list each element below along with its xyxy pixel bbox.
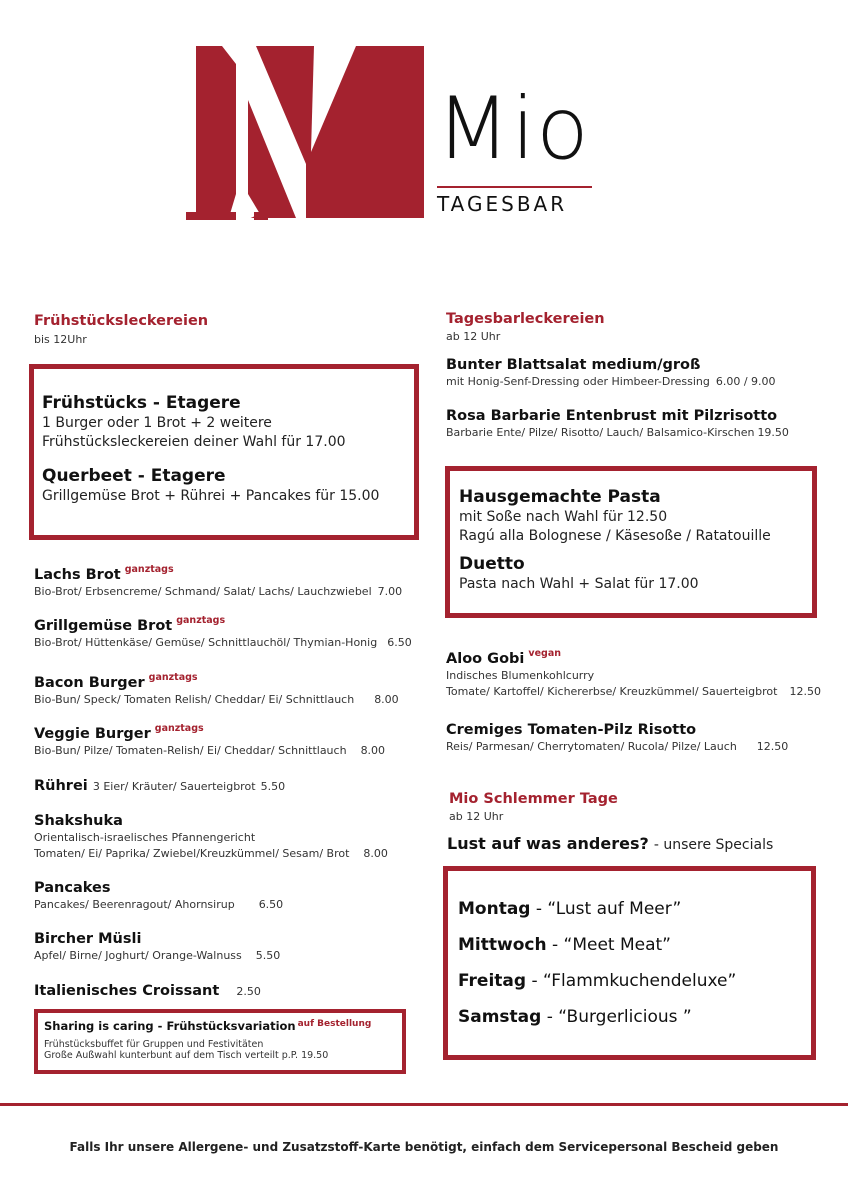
item-desc: Apfel/ Birne/ Joghurt/ Orange-Walnuss bbox=[34, 949, 242, 963]
sharing-title: Sharing is caring - Frühstücksvariation bbox=[44, 1019, 296, 1033]
etagere-title-1: Frühstücks - Etagere bbox=[42, 393, 241, 413]
menu-item bbox=[34, 564, 402, 600]
menu-item bbox=[34, 615, 412, 651]
sharing-tag: auf Bestellung bbox=[297, 1019, 372, 1029]
etagere-line-3: Grillgemüse Brot + Rührei + Pancakes für 15.00 bbox=[42, 488, 380, 505]
specials-box bbox=[443, 866, 816, 1060]
logo-wordmark: Mio bbox=[436, 79, 590, 179]
schlemmer-subtitle: ab 12 Uhr bbox=[449, 810, 504, 823]
item-name: Grillgemüse Brot bbox=[34, 618, 173, 634]
item-name: Rosa Barbarie Entenbrust mit Pilzrisotto bbox=[446, 408, 778, 424]
item-desc: Pancakes/ Beerenragout/ Ahornsirup bbox=[34, 898, 235, 912]
menu-item bbox=[446, 722, 788, 755]
special-day-theme: - “Meet Meat” bbox=[551, 935, 671, 955]
specials-headline-suffix: - unsere Specials bbox=[653, 837, 774, 853]
special-day-name: Mittwoch bbox=[458, 935, 547, 955]
pasta-title: Hausgemachte Pasta bbox=[459, 487, 661, 507]
item-desc: mit Honig-Senf-Dressing oder Himbeer-Dressing bbox=[446, 375, 710, 389]
item-name: Shakshuka bbox=[34, 813, 123, 829]
logo-m-icon bbox=[186, 44, 424, 220]
sharing-price: p.P. 19.50 bbox=[281, 1050, 329, 1061]
footer-divider bbox=[0, 1103, 848, 1106]
item-desc: Tomaten/ Ei/ Paprika/ Zwiebel/Kreuzkümmel/ Sesam/ Brot bbox=[34, 846, 350, 860]
sharing-line-1: Frühstücksbuffet für Gruppen und Festivitäten bbox=[44, 1039, 264, 1050]
item-desc: Barbarie Ente/ Pilze/ Risotto/ Lauch/ Balsamico-Kirschen bbox=[446, 426, 755, 440]
item-price: 8.00 bbox=[363, 846, 388, 860]
item-name: Bunter Blattsalat medium/groß bbox=[446, 357, 701, 373]
menu-item bbox=[446, 357, 776, 390]
right-section-subtitle: ab 12 Uhr bbox=[446, 330, 501, 343]
item-name: Cremiges Tomaten-Pilz Risotto bbox=[446, 722, 697, 738]
item-name: Bacon Burger bbox=[34, 675, 145, 691]
item-name: Lachs Brot bbox=[34, 567, 121, 583]
item-name: Italienisches Croissant bbox=[34, 983, 220, 999]
item-desc: Bio-Bun/ Speck/ Tomaten Relish/ Cheddar/ Ei/ Schnittlauch bbox=[34, 693, 355, 707]
logo-divider bbox=[437, 186, 592, 188]
pasta-line-1: mit Soße nach Wahl für 12.50 bbox=[459, 509, 668, 526]
sharing-line-2: Große Außwahl kunterbunt auf dem Tisch verteilt bbox=[44, 1050, 279, 1061]
menu-item bbox=[34, 813, 388, 861]
special-day bbox=[458, 937, 811, 954]
item-price: 2.50 bbox=[236, 985, 261, 998]
menu-item bbox=[34, 778, 285, 795]
item-price: 8.00 bbox=[374, 693, 399, 707]
menu-item bbox=[34, 931, 280, 964]
etagere-box bbox=[29, 364, 419, 540]
special-day-theme: - “Lust auf Meer” bbox=[535, 899, 682, 919]
sharing-box bbox=[34, 1009, 406, 1074]
left-section-title: Frühstücksleckereien bbox=[34, 313, 209, 329]
item-price: 19.50 bbox=[757, 426, 789, 440]
item-price: 6.00 / 9.00 bbox=[715, 375, 776, 389]
special-day-name: Samstag bbox=[458, 1007, 542, 1027]
special-day-theme: - “Flammkuchendeluxe” bbox=[531, 971, 737, 991]
item-tag: ganztags bbox=[176, 615, 226, 626]
menu-item bbox=[446, 648, 821, 699]
item-desc: 3 Eier/ Kräuter/ Sauerteigbrot bbox=[92, 780, 256, 793]
item-tag: ganztags bbox=[154, 723, 204, 734]
item-tag: vegan bbox=[528, 648, 562, 659]
logo-tagline: TAGESBAR bbox=[437, 192, 568, 216]
duetto-line: Pasta nach Wahl + Salat für 17.00 bbox=[459, 576, 699, 593]
item-name: Pancakes bbox=[34, 880, 111, 896]
item-desc: Bio-Brot/ Erbsencreme/ Schmand/ Salat/ Lachs/ Lauchzwiebel bbox=[34, 585, 372, 599]
item-price: 5.50 bbox=[255, 949, 281, 963]
etagere-line-2: Frühstücksleckereien deiner Wahl für 17.00 bbox=[42, 434, 346, 451]
item-desc-1: Orientalisch-israelisches Pfannengericht bbox=[34, 831, 256, 845]
schlemmer-title: Mio Schlemmer Tage bbox=[449, 791, 618, 807]
special-day-name: Freitag bbox=[458, 971, 527, 991]
item-price: 12.50 bbox=[789, 684, 821, 698]
item-tag: ganztags bbox=[124, 564, 174, 575]
specials-headline bbox=[447, 834, 773, 853]
item-desc: Tomate/ Kartoffel/ Kichererbse/ Kreuzkümmel/ Sauerteigbrot bbox=[446, 684, 778, 698]
menu-item bbox=[34, 672, 399, 708]
item-price: 5.50 bbox=[260, 780, 286, 793]
allergen-note: Falls Ihr unsere Allergene- und Zusatzstoff-Karte benötigt, einfach dem Servicepersonal Bescheid geben bbox=[69, 1140, 779, 1154]
duetto-title: Duetto bbox=[459, 554, 525, 575]
item-name: Bircher Müsli bbox=[34, 931, 142, 947]
item-tag: ganztags bbox=[148, 672, 198, 683]
item-price: 6.50 bbox=[387, 636, 412, 650]
etagere-line-1: 1 Burger oder 1 Brot + 2 weitere bbox=[42, 415, 272, 432]
pasta-box bbox=[445, 466, 817, 618]
special-day bbox=[458, 973, 811, 990]
item-price: 6.50 bbox=[258, 898, 284, 912]
item-desc-1: Indisches Blumenkohlcurry bbox=[446, 669, 595, 683]
special-day bbox=[458, 901, 811, 918]
item-desc: Bio-Bun/ Pilze/ Tomaten-Relish/ Ei/ Cheddar/ Schnittlauch bbox=[34, 744, 347, 758]
pasta-line-2: Ragú alla Bolognese / Käsesoße / Ratatouille bbox=[459, 528, 771, 545]
item-desc: Bio-Brot/ Hüttenkäse/ Gemüse/ Schnittlauchöl/ Thymian-Honig bbox=[34, 636, 378, 650]
menu-item bbox=[34, 723, 385, 759]
menu-item bbox=[34, 983, 261, 1000]
right-section-title: Tagesbarleckereien bbox=[446, 311, 605, 327]
item-name: Aloo Gobi bbox=[446, 651, 525, 667]
item-price: 12.50 bbox=[756, 740, 789, 754]
special-day-name: Montag bbox=[458, 899, 531, 919]
menu-item bbox=[446, 408, 789, 441]
specials-headline-main: Lust auf was anderes? bbox=[447, 834, 649, 853]
special-day-theme: - “Burgerlicious ” bbox=[546, 1007, 692, 1027]
menu-item bbox=[34, 880, 283, 913]
item-price: 7.00 bbox=[377, 585, 403, 599]
etagere-title-2: Querbeet - Etagere bbox=[42, 466, 226, 487]
item-price: 8.00 bbox=[360, 744, 386, 758]
special-day bbox=[458, 1009, 811, 1026]
item-desc: Reis/ Parmesan/ Cherrytomaten/ Rucola/ Pilze/ Lauch bbox=[446, 740, 737, 754]
item-name: Rührei bbox=[34, 778, 88, 794]
left-section-subtitle: bis 12Uhr bbox=[34, 333, 87, 346]
item-name: Veggie Burger bbox=[34, 726, 151, 742]
